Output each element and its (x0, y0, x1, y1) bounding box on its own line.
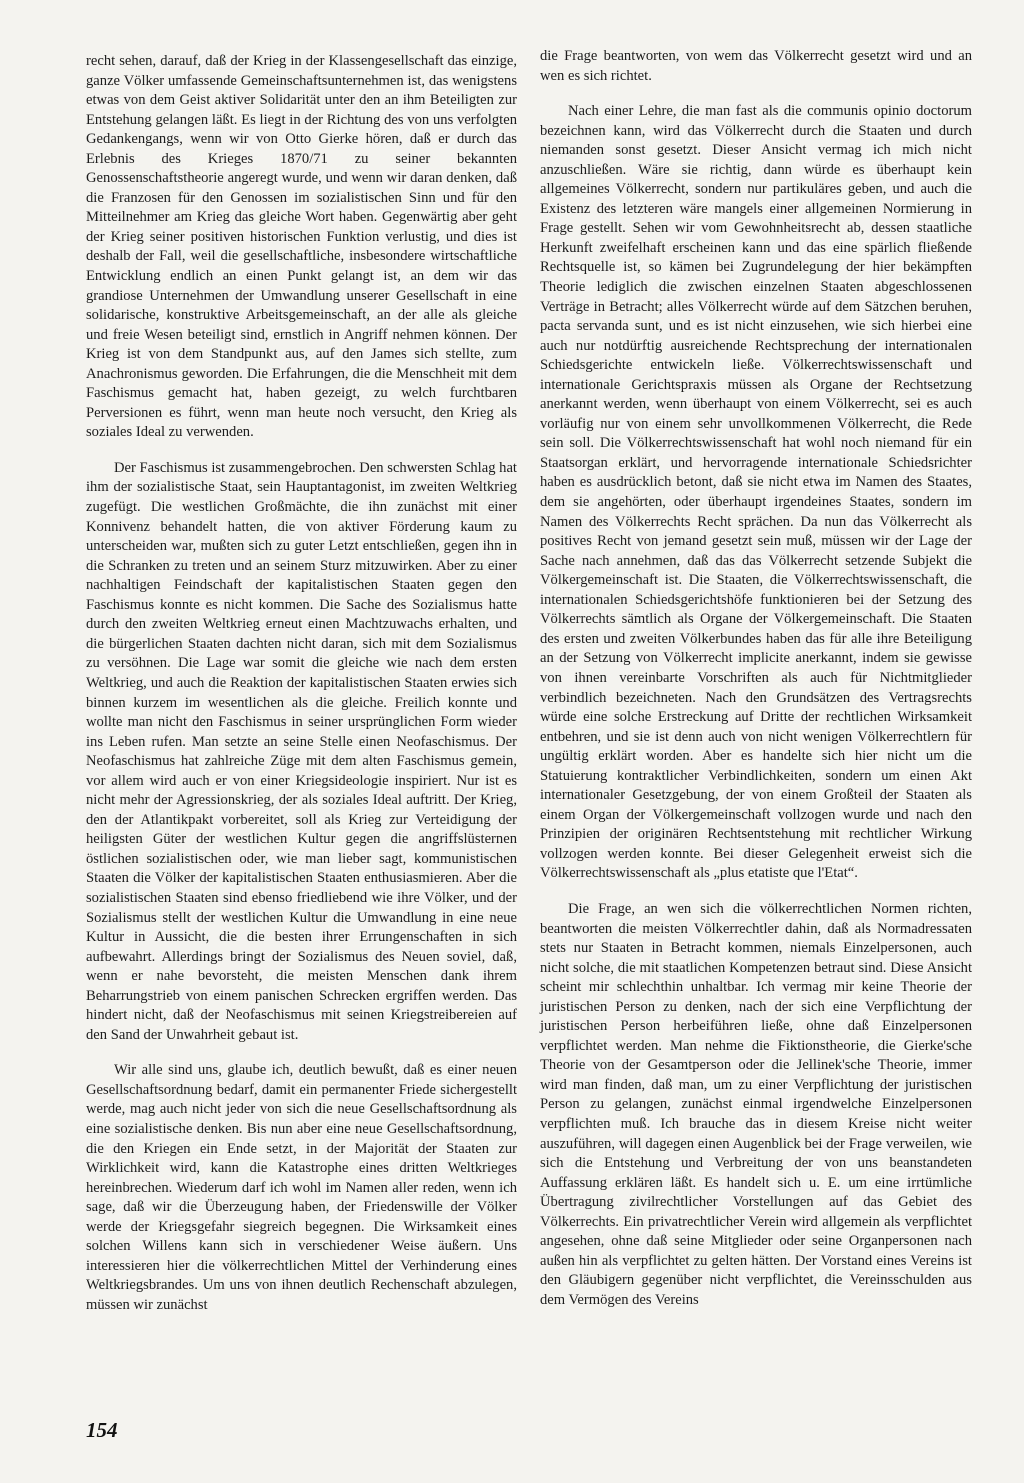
page-number: 154 (86, 1418, 118, 1442)
left-column (86, 52, 517, 1315)
left-paragraph-3: Wir alle sind uns, glaube ich, deutlich bewußt, daß es einer neuen Gesellschaftsordnung bedarf, damit ein permanenter Friede sichergestellt werde, mag auch nicht jeder von sich die neue Gesellschaftsordnung als eine sozialistische denken. Bis nun aber eine neue Gesellschaftsordnung, die den Kriegen ein Ende setzt, in der Majorität der Staaten zur Wirklichkeit wird, kann die Katastrophe eines dritten Weltkrieges hereinbrechen. Wiederum darf ich wohl im Namen aller reden, wenn ich sage, daß wir die Überzeugung haben, der Friedenswille der Völker werde der Kriegsgefahr siegreich begegnen. Die Wirksamkeit eines solchen Willens kann sich in verschiedener Weise äußern. Uns interessieren hier die völkerrechtlichen Mittel der Verhinderung eines Weltkriegsbrandes. Um uns von ihnen deutlich Rechenschaft abzulegen, müssen wir zunächst (86, 1062, 517, 1313)
left-paragraph-2: Der Faschismus ist zusammengebrochen. Den schwersten Schlag hat ihm der sozialistische Staat, sein Hauptantagonist, im zweiten Weltkrieg zugefügt. Die westlichen Großmächte, die ihn zunächst mit einer Konnivenz behandelt hatten, die von aktiver Förderung kaum zu unterscheiden war, mußten sich zu guter Letzt entschließen, gegen ihn in die Schranken zu treten und an seinem Sturz mitzuwirken. Aber zu einer nachhaltigen Feindschaft der kapitalistischen Staaten gegen den Faschismus konnte es nicht kommen. Die Sache des Sozialismus hatte durch den zweiten Weltkrieg erneut einen Machtzuwachs erhalten, und die bürgerlichen Staaten dachten nicht daran, sich mit dem Sozialismus zu versöhnen. Die Lage war somit die gleiche wie nach dem ersten Weltkrieg, und auch die Reaktion der kapitalistischen Staaten erwies sich binnen kurzem im wesentlichen als die gleiche. Freilich konnte und wollte man nicht den Faschismus in seiner ursprünglichen Form wieder ins Leben rufen. Man setzte an seine Stelle einen Neofaschismus. Der Neofaschismus hat zahlreiche Züge mit dem alten Faschismus gemein, vor allem wird auch er von einer Kriegsideologie inspiriert. Nur ist es nicht mehr der Agressionskrieg, der als soziales Ideal auftritt. Der Krieg, den der Atlantikpakt vorbereitet, soll als Krieg zur Verteidigung der heiligsten Güter der westlichen Kultur gegen die angriffslüsternen östlichen sozialistischen oder, wie man lieber sagt, kommunistischen Staaten die Völker der kapitalistischen Staaten enthusiasmieren. Aber die sozialistischen Staaten sind ebenso friedliebend wie ihre Völker, und der Sozialismus stellt der westlichen Kultur die Umwandlung in eine neue Kultur in Aussicht, die die besten ihrer Errungenschaften in sich aufbewahrt. Allerdings bringt der Sozialismus des Neuen soviel, daß, wenn er nahe bevorsteht, die meisten Menschen dank ihrem Beharrungstrieb von einem panischen Schrecken ergriffen werden. Das hindert nicht, daß der Neofaschismus mit seinen Kriegstreibereien auf den Sand der Unwahrheit gebaut ist. (86, 459, 517, 1043)
left-paragraph-1: recht sehen, darauf, daß der Krieg in der Klassengesellschaft das einzige, ganze Völker umfassende Gemeinschaftsunternehmen ist, das wenigstens etwas von dem Geist aktiver Solidarität unter den an ihm Beteiligten zur Entstehung gelangen läßt. Es liegt in der Richtung des von uns verfolgten Gedankengangs, wenn wir von Otto Gierke hören, daß er durch das Erlebnis des Krieges 1870/71 zu seiner bekannten Genossenschaftstheorie angeregt wurde, und wenn wir daran denken, daß die Franzosen für den Genossen im sozialistischen Sinn und für den Mitteilnehmer am Krieg das gleiche Wort haben. Gegenwärtig aber geht der Krieg seiner positiven historischen Funktion verlustig, und dies ist deshalb der Fall, weil die gesellschaftliche, insbesondere wirtschaftliche Entwicklung endlich an einen Punkt gelangt ist, an dem wir das grandiose Unternehmen der Umwandlung unserer Gesellschaft in eine solidarische, konstruktive Arbeitsgemeinschaft, an der alle als gleiche und freie Wesen beteiligt sind, ernstlich in Angriff nehmen können. Der Krieg ist von dem Standpunkt aus, auf den James sich stellte, zum Anachronismus geworden. Die Erfahrungen, die die Menschheit mit dem Faschismus gemacht hat, haben gezeigt, zu welch furchtbaren Perversionen es führt, wenn man heute noch versucht, den Krieg als soziales Ideal zu verwenden. (86, 53, 517, 441)
right-column (540, 47, 972, 1310)
right-paragraph-3: Die Frage, an wen sich die völkerrechtlichen Normen richten, beantworten die meisten Völkerrechtler dahin, daß als Normadressaten stets nur Staaten in Betracht kommen, niemals Einzelpersonen, auch nicht solche, die mit staatlichen Kompetenzen betraut sind. Diese Ansicht scheint mir schlechthin unhaltbar. Ich vermag mir keine Theorie der juristischen Person zu denken, nach der sich eine Verpflichtung der juristischen Person herbeiführen ließe, ohne daß Einzelpersonen verpflichtet werden. Man nehme die Fiktionstheorie, die Gierke'sche Theorie von der Gesamtperson oder die Jellinek'sche Theorie, immer wird man finden, daß man, um zu einer Verpflichtung der juristischen Person zu gelangen, zunächst einmal irgendwelche Einzelpersonen verpflichten muß. Ich brauche das in diesem Kreise nicht weiter auszuführen, will dagegen einen Augenblick bei der Frage verweilen, wie sich die Entstehung und Verbreitung der von uns beanstandeten Auffassung erklären läßt. Es handelt sich u. E. um eine irrtümliche Übertragung zivilrechtlicher Vorstellungen auf das Gebiet des Völkerrechts. Ein privatrechtlicher Verein wird allgemein als verpflichtet angesehen, ohne daß seine Mitglieder oder seine Organpersonen nach außen hin als verpflichtet zu gelten hätten. Der Vorstand eines Vereins ist den Gläubigern gegenüber nicht verpflichtet, die Vereinsschulden aus dem Vermögen des Vereins (540, 900, 972, 1308)
right-paragraph-1: die Frage beantworten, von wem das Völkerrecht gesetzt wird und an wen es sich richtet. (540, 48, 972, 84)
right-paragraph-2: Nach einer Lehre, die man fast als die communis opinio doctorum bezeichnen kann, wird das Völkerrecht durch die Staaten und durch niemanden sonst gesetzt. Dieser Ansicht vermag ich mich nicht anzuschließen. Wäre sie richtig, dann würde es überhaupt kein allgemeines Völkerrecht, sondern nur partikuläres geben, und auch die Existenz des letzteren wäre mangels einer allgemeinen Normierung in Frage gestellt. Sehen wir vom Gewohnheitsrecht ab, dessen staatliche Herkunft zweifelhaft erscheinen kann und das eine spärlich fließende Rechtsquelle ist, so kämen bei Zugrundelegung der hier bekämpften Theorie lediglich die zwischen einzelnen Staaten abgeschlossenen Verträge in Betracht; alles Völkerrecht würde auf dem Sätzchen beruhen, pacta servanda sunt, und es ist nicht einzusehen, wie sich hierbei eine auch nur notdürftig ausreichende Rechtsprechung der internationalen Schiedsgerichte entwickeln ließe. Völkerrechtswissenschaft und internationale Gerichtspraxis müssen als Organe der Rechtsetzung anerkannt werden, wenn überhaupt von einem Völkerrecht, sei es auch vorläufig nur von einem sehr unvollkommenen Völkerrecht, die Rede sein soll. Die Völkerrechtswissenschaft hat wohl noch niemand für ein Staatsorgan erklärt, und hervorragende internationale Schiedsrichter haben es ausdrücklich betont, daß sie nicht etwa im Namen des Staates, dem sie angehörten, oder überhaupt irgendeines Staates, sondern im Namen des Völkerrechts Recht sprächen. Da nun das Völkerrecht als positives Recht von jemand gesetzt sein muß, müssen wir der Lage der Sache nach annehmen, daß das das Völkerrecht setzende Subjekt die Völkergemeinschaft ist. Die Staaten, die Völkerrechtswissenschaft, die internationalen Schiedsgerichtshöfe funktionieren bei der Setzung des Völkerrechts sämtlich als Organe der Völkergemeinschaft. Die Staaten des ersten und zweiten Völkerbundes haben das für alle ihre Beteiligung an der Setzung von Völkerrecht implicite anerkannt, indem sie gewisse von ihnen vereinbarte Vorschriften als auch für Nichtmitglieder verbindlich bezeichneten. Nach den Grundsätzen des Vertragsrechts würde eine solche Erstreckung auf Dritte der rechtlichen Wirksamkeit entbehren, und sie ist denn auch von nicht wenigen Völkerrechtlern für ungültig erklärt worden. Aber es handelte sich hier nicht um die Statuierung kontraktlicher Verbindlichkeiten, sondern um einen Akt internationaler Gesetzgebung, der von einem Großteil der Staaten als einem Organ der Völkergemeinschaft vollzogen wurde und nach den Prinzipien der originären Rechtsentstehung mit rechtlicher Wirkung vollzogen werden konnte. Bei dieser Gelegenheit erweist sich die Völkerrechtswissenschaft als „plus etatiste que l'Etat“. (540, 103, 972, 882)
